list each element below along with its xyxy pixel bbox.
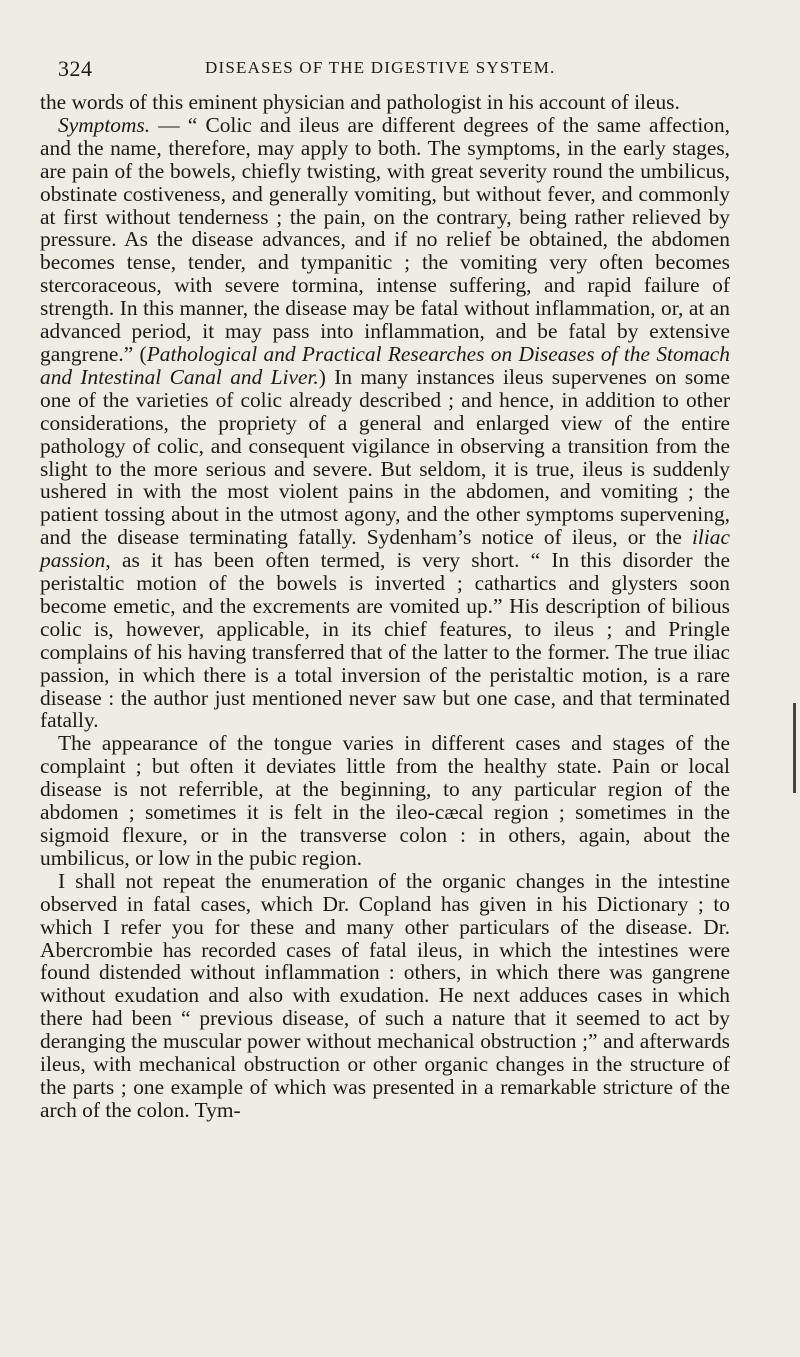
paragraph-p4 [40, 870, 730, 1122]
paragraph-text: , as it has been often termed, is very short. “ In this disorder the peristaltic motion of the bowels is inverted ; cathartics and glysters soon become emetic, and the excrements are vomited up.” His description of bilious colic is, however, applicable, in its chief features, to ileus ; and Pringle complains of his having transferred that of the latter to the former. The true iliac passion, in which there is a total inversion of the peristaltic motion, is a rare disease : the author just mentioned never saw but one case, and that terminated fatally. [40, 548, 730, 733]
paragraph-p1 [40, 91, 730, 114]
running-head [58, 56, 758, 84]
body-text [40, 91, 730, 1122]
paragraph-text: the words of this eminent physician and pathologist in his account of ileus. [40, 90, 680, 114]
paragraph-text: — “ Colic and ileus are different degrees of the same affection, and the name, therefore, may apply to both. The symptoms, in the early stages, are pain of the bowels, chiefly twisting, with great severity round the umbilicus, obstinate costiveness, and generally vomiting, but without fever, and commonly at first without tenderness ; the pain, on the contrary, being rather relieved by pressure. As the disease advances, and if no relief be obtained, the abdomen becomes tense, tender, and tympanitic ; the vomiting very often becomes stercoraceous, with severe tormina, intense suffering, and rapid failure of strength. In this manner, the disease may be fatal without inflammation, or, at an advanced period, it may pass into inflammation, and be fatal by extensive gangrene.” ( [40, 112, 730, 366]
paragraph-p3 [40, 732, 730, 869]
running-title: DISEASES OF THE DIGESTIVE SYSTEM. [205, 58, 556, 77]
italic-text: Symptoms. [58, 112, 151, 137]
paragraph-text: I shall not repeat the enumeration of the organic changes in the intestine observed in fatal cases, which Dr. Copland has given in his Dictionary ; to which I refer you for these and many other particulars of the disease. Dr. Abercrombie has recorded cases of fatal ileus, in which the intestines were found distended without inflammation : others, in which there was gangrene without exudation and also with exudation. He next adduces cases in which there had been “ previous disease, of such a nature that it seemed to act by deranging the muscular power without mechanical obstruction ;” and afterwards ileus, with mechanical obstruction or other organic changes in the structure of the parts ; one example of which was presented in a remarkable stricture of the arch of the colon. Tym- [40, 868, 730, 1122]
paragraph-text: ) In many instances ileus supervenes on some one of the varieties of colic already described ; and hence, in addition to other considerations, the propriety of a general and enlarged view of the entire pathology of colic, and consequent vigilance in observing a transition from the slight to the more serious and severe. But seldom, it is true, ileus is suddenly ushered in with the most violent pains in the abdomen, and vomiting ; the patient tossing about in the utmost agony, and the other symptoms supervening, and the disease terminating fatally. Sydenham’s notice of ileus, or the [40, 364, 730, 550]
italic-text: iliac passion [40, 525, 730, 573]
page-number: 324 [58, 56, 93, 81]
paragraph-p2 [40, 114, 730, 732]
margin-mark [793, 703, 796, 793]
italic-text: Pathological and Practical Researches on Diseases of the Stomach and Intestinal Canal and Liver. [40, 341, 730, 389]
paragraph-text: The appearance of the tongue varies in different cases and stages of the complaint ; but often it deviates little from the healthy state. Pain or local disease is not referrible, at the beginning, to any particular region of the abdomen ; sometimes it is felt in the ileo-cæcal region ; sometimes in the sigmoid flexure, or in the transverse colon : in others, again, about the umbilicus, or low in the pubic region. [40, 731, 730, 870]
